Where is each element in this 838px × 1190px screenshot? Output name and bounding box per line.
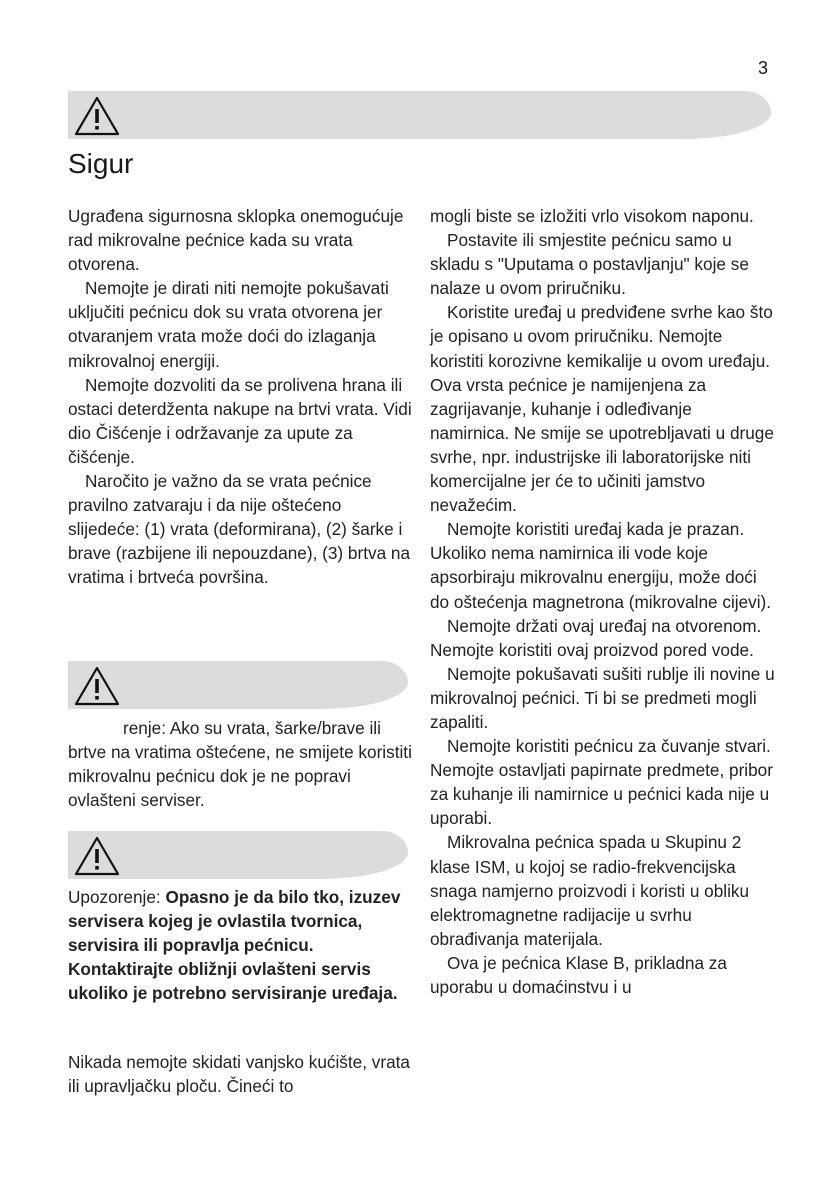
paragraph: renje: Ako su vrata, šarke/brave ili brtve na vratima oštećene, ne smijete koristiti mikrovalnu pećnicu dok je ne popravi ovlašteni serviser. <box>68 718 412 811</box>
warning-text <box>68 885 413 1005</box>
paragraph: Ugrađena sigurnosna sklopka onemogućuje rad mikrovalne pećnice kada su vrata otvorena. <box>68 206 404 275</box>
paragraph: Postavite ili smjestite pećnicu samo u skladu s "Uputama o postavljanju" koje se nalaze u ovom priručniku. <box>430 230 749 299</box>
bottom-left-text <box>68 1050 413 1098</box>
paragraph: Nemojte držati ovaj uređaj na otvorenom. Nemojte koristiti ovaj proizvod pored vode. <box>430 615 762 660</box>
paragraph: Ova je pećnica Klase B, prikladna za uporabu u domaćinstvu i u <box>430 952 727 997</box>
page-number: 3 <box>758 58 769 78</box>
warning-triangle-icon <box>74 666 120 706</box>
paragraph: Nemojte je dirati niti nemojte pokušavati uključiti pećnicu dok su vrata otvorena jer otvaranjem vrata može doći do izlaganja mikrovalnoj energiji. <box>68 278 389 371</box>
left-column <box>68 204 413 590</box>
paragraph: Nikada nemojte skidati vanjsko kućište, vrata ili upravljačku ploču. Čineći to <box>68 1052 410 1097</box>
paragraph: mogli biste se izložiti vrlo visokom naponu. <box>430 206 754 226</box>
warning-bold-text: Opasno je da bilo tko, izuzev servisera kojeg je ovlastila tvornica, servisira ili popravlja pećnicu. Kontaktirajte obližnji ovlašteni servis ukoliko je potrebno servisiranje uređaja. <box>68 887 401 1004</box>
paragraph: Nemojte koristiti uređaj kada je prazan. Ukoliko nema namirnica ili vode koje apsorbiraju mikrovalnu energiju, može doći do oštećenja magnetrona (mikrovalne cijevi). <box>430 519 772 612</box>
warning-banner <box>68 661 408 709</box>
paragraph: Nemojte dozvoliti da se prolivena hrana ili ostaci deterdženta nakupe na brtvi vrata. Vidi dio Čišćenje i održavanje za upute za čišćenje. <box>68 374 412 467</box>
paragraph: Koristite uređaj u predviđene svrhe kao što je opisano u ovom priručniku. Nemojte koristiti korozivne kemikalije u ovom uređaju. Ova vrsta pećnice je namijenjena za zagrijavanje, kuhanje i odleđivanje namirnica. Ne smije se upotrebljavati u druge svrhe, npr. industrijske ili laboratorijske niti komercijalne jer će to učiniti jamstvo nevažećim. <box>430 302 774 516</box>
paragraph: Nemojte koristiti pećnicu za čuvanje stvari. Nemojte ostavljati papirnate predmete, pribor za kuhanje ili namirnice u pećnici kada nije u uporabi. <box>430 736 773 829</box>
paragraph: Naročito je važno da se vrata pećnice pravilno zatvaraju i da nije oštećeno slijedeće: (1) vrata (deformirana), (2) šarke i brave (razbijene ili nepouzdane), (3) brtva na vratima i brtveća površina. <box>68 471 411 588</box>
paragraph: Nemojte pokušavati sušiti rublje ili novine u mikrovalnoj pećnici. Ti bi se predmeti mogli zapaliti. <box>430 663 775 732</box>
right-column <box>430 204 775 999</box>
warning-banner <box>68 91 771 139</box>
warning-banner <box>68 831 408 879</box>
warning-label: Upozorenje: <box>68 887 166 907</box>
section-title: Sigur <box>68 148 134 179</box>
paragraph <box>68 885 413 1005</box>
paragraph: Mikrovalna pećnica spada u Skupinu 2 klase ISM, u kojoj se radio-frekvencijska snaga namjerno proizvodi i koristi u obliku elektromagnetne radijacije u svrhu obrađivanja materijala. <box>430 832 750 949</box>
warning-text <box>68 716 413 812</box>
warning-triangle-icon <box>74 836 120 876</box>
warning-triangle-icon <box>74 96 120 136</box>
